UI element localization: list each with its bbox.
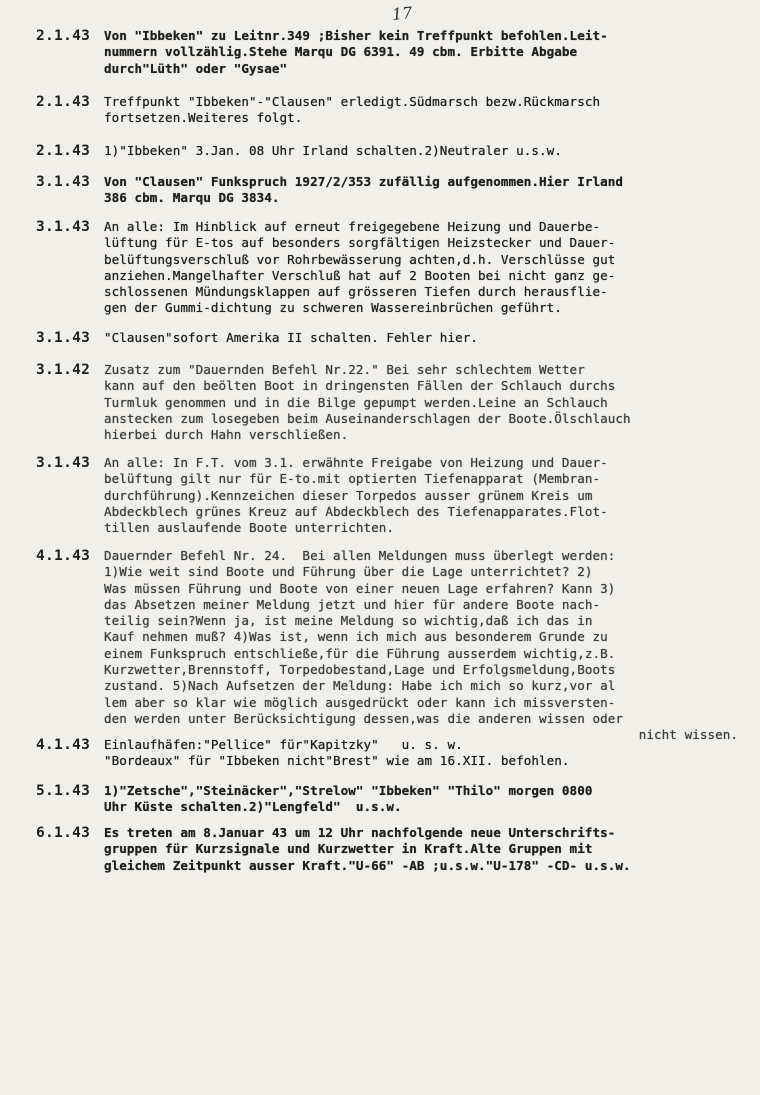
entry-line: zustand. 5)Nach Aufsetzen der Meldung: Habe ich mich so kurz,vor al xyxy=(104,678,616,694)
entry-line: Treffpunkt "Ibbeken"-"Clausen" erledigt.Südmarsch bezw.Rückmarsch xyxy=(104,94,601,109)
entry-line: lem aber so klar wie möglich ausgedrückt oder kann ich missversten- xyxy=(104,694,616,710)
entry-text xyxy=(104,143,752,159)
entry-text xyxy=(104,219,752,317)
entry-text xyxy=(104,330,752,346)
entry-line: 386 cbm. Marqu DG 3834. xyxy=(104,190,280,206)
entry-line: 1)"Zetsche","Steinäcker","Strelow" "Ibbeken" "Thilo" morgen 0800 xyxy=(104,783,593,798)
entry-line: belüftung gilt nur für E-to.mit optierten Tiefenapparat (Membran- xyxy=(104,471,601,487)
entry-line: Einlaufhäfen:"Pellice" für"Kapitzky" u. s. w. xyxy=(104,737,463,752)
entry-line: hierbei durch Hahn verschließen. xyxy=(104,427,349,443)
entry-date: 3.1.43 xyxy=(36,330,91,346)
entry-line: nummern vollzählig.Stehe Marqu DG 6391. 49 cbm. Erbitte Abgabe xyxy=(104,44,578,60)
entry-line-trailing: nicht wissen. xyxy=(638,727,738,743)
entry-line: Zusatz zum "Dauernden Befehl Nr.22." Bei sehr schlechtem Wetter xyxy=(104,362,585,377)
entry-line: An alle: Im Hinblick auf erneut freigegebene Heizung und Dauerbe- xyxy=(104,219,601,234)
entry-date: 4.1.43 xyxy=(36,737,91,753)
entry-text xyxy=(104,737,752,770)
entry-text xyxy=(104,455,752,536)
entry-line: Kauf nehmen muß? 4)Was ist, wenn ich mich aus besonderem Grunde zu xyxy=(104,629,608,645)
entry-date: 4.1.43 xyxy=(36,548,91,564)
entry-line: durch"Lüth" oder "Gysae" xyxy=(104,60,288,76)
entry-line: belüftungsverschluß vor Rohrbewässerung achten,d.h. Verschlüsse gut xyxy=(104,251,616,267)
page-number: 17 xyxy=(391,2,414,25)
entry-line: gleichem Zeitpunkt ausser Kraft."U-66" -AB ;u.s.w."U-178" -CD- u.s.w. xyxy=(104,857,631,873)
entry-line: tillen auslaufende Boote unterrichten. xyxy=(104,520,395,536)
entry-date: 3.1.43 xyxy=(36,174,91,190)
entry-line: anstecken zum losegeben beim Auseinanderschlagen der Boote.Ölschlauch xyxy=(104,410,631,426)
entry-line: gen der Gummi-dichtung zu schweren Wassereinbrüchen geführt. xyxy=(104,300,562,316)
entry-line: schlossenen Mündungsklappen auf grösseren Tiefen durch herausflie- xyxy=(104,284,608,300)
entry-line: kann auf den beölten Boot in dringensten Fällen der Schlauch durchs xyxy=(104,378,616,394)
entry-date: 6.1.43 xyxy=(36,825,91,841)
entry-date: 3.1.42 xyxy=(36,362,91,378)
entry-date: 3.1.43 xyxy=(36,455,91,471)
entry-line: "Clausen"sofort Amerika II schalten. Fehler hier. xyxy=(104,330,478,345)
entry-line: gruppen für Kurzsignale und Kurzwetter in Kraft.Alte Gruppen mit xyxy=(104,841,593,857)
entry-line: fortsetzen.Weiteres folgt. xyxy=(104,110,303,126)
entry-line: Kurzwetter,Brennstoff, Torpedobestand,Lage und Erfolgsmeldung,Boots xyxy=(104,662,616,678)
entry-text xyxy=(104,174,752,207)
entry-line: Von "Ibbeken" zu Leitnr.349 ;Bisher kein Treffpunkt befohlen.Leit- xyxy=(104,28,608,43)
entry-line: Es treten am 8.Januar 43 um 12 Uhr nachfolgende neue Unterschrifts- xyxy=(104,825,616,840)
entry-line: Uhr Küste schalten.2)"Lengfeld" u.s.w. xyxy=(104,799,402,815)
entry-line: Von "Clausen" Funkspruch 1927/2/353 zufällig aufgenommen.Hier Irland xyxy=(104,174,623,189)
entry-line: 1)"Ibbeken" 3.Jan. 08 Uhr Irland schalten.2)Neutraler u.s.w. xyxy=(104,143,562,158)
entry-line: Dauernder Befehl Nr. 24. Bei allen Meldungen muss überlegt werden: xyxy=(104,548,616,563)
entry-date: 2.1.43 xyxy=(36,28,91,44)
entry-line: durchführung).Kennzeichen dieser Torpedos ausser grünem Kreis um xyxy=(104,487,593,503)
entry-date: 2.1.43 xyxy=(36,143,91,159)
entry-text xyxy=(104,362,752,443)
entry-line: lüftung für E-tos auf besonders sorgfältigen Heizstecker und Dauer- xyxy=(104,235,616,251)
entry-line: teilig sein?Wenn ja, ist meine Meldung so wichtig,daß ich das in xyxy=(104,613,593,629)
entry-text xyxy=(104,28,752,77)
entry-line: den werden unter Berücksichtigung dessen,was die anderen wissen oder xyxy=(104,710,623,726)
entry-line: Abdeckblech grünes Kreuz auf Abdeckblech des Tiefenapparates.Flot- xyxy=(104,503,608,519)
entry-date: 5.1.43 xyxy=(36,783,91,799)
entry-line: Was müssen Führung und Boote von einer neuen Lage erfahren? Kann 3) xyxy=(104,580,616,596)
entry-line: das Absetzen meiner Meldung jetzt und hier für andere Boote nach- xyxy=(104,596,601,612)
entry-line: "Bordeaux" für "Ibbeken nicht"Brest" wie am 16.XII. befohlen. xyxy=(104,753,570,769)
entry-line: einem Funkspruch entschließe,für die Führung ausserdem wichtig,z.B. xyxy=(104,645,616,661)
entry-line: 1)Wie weit sind Boote und Führung über die Lage unterrichtet? 2) xyxy=(104,564,593,580)
entry-line: Turmluk genommen und in die Bilge gepumpt werden.Leine an Schlauch xyxy=(104,394,608,410)
entry-line: anziehen.Mangelhafter Verschluß hat auf 2 Booten bei nicht ganz ge- xyxy=(104,267,616,283)
entry-date: 2.1.43 xyxy=(36,94,91,110)
entry-text xyxy=(104,548,752,744)
entry-line: An alle: In F.T. vom 3.1. erwähnte Freigabe von Heizung und Dauer- xyxy=(104,455,608,470)
entry-text xyxy=(104,825,752,874)
entry-date: 3.1.43 xyxy=(36,219,91,235)
entry-text xyxy=(104,94,752,127)
entry-text xyxy=(104,783,752,816)
